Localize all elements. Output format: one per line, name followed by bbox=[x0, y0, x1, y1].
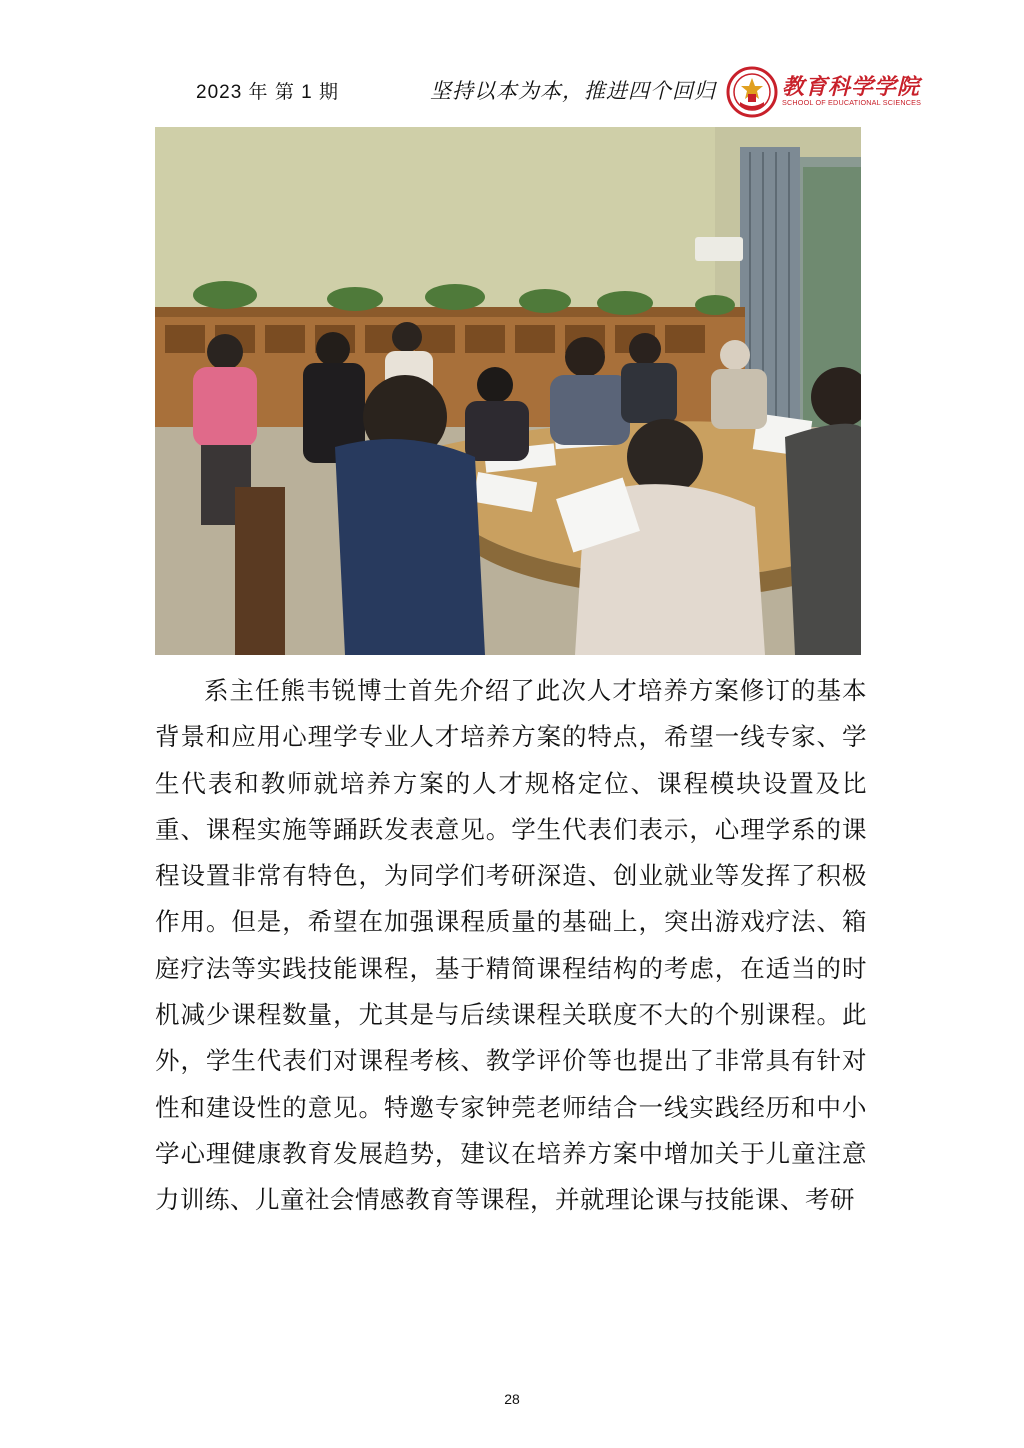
college-seal-icon bbox=[726, 66, 778, 118]
header-slogan: 坚持以本为本，推进四个回归 bbox=[430, 79, 716, 103]
issue-label: 2023 年 第 1 期 bbox=[196, 82, 339, 103]
page-number: 28 bbox=[504, 1391, 520, 1407]
college-name-english: SCHOOL OF EDUCATIONAL SCIENCES bbox=[782, 98, 922, 107]
meeting-photo bbox=[155, 127, 861, 655]
college-logo bbox=[726, 66, 922, 118]
college-name: 教育科学学院 bbox=[782, 74, 921, 100]
article-paragraph: 系主任熊韦锐博士首先介绍了此次人才培养方案修订的基本背景和应用心理学专业人才培养方案的特点，希望一线专家、学生代表和教师就培养方案的人才规格定位、课程模块设置及比重、课程实施等踊跃发表意见。学生代表们表示，心理学系的课程设置非常有特色，为同学们考研深造、创业就业等发挥了积极作用。但是，希望在加强课程质量的基础上，突出游戏疗法、箱庭疗法等实践技能课程，基于精简课程结构的考虑，在适当的时机减少课程数量，尤其是与后续课程关联度不大的个别课程。此外，学生代表们对课程考核、教学评价等也提出了非常具有针对性和建设性的意见。特邀专家钟莞老师结合一线实践经历和中小学心理健康教育发展趋势，建议在培养方案中增加关于儿童注意力训练、儿童社会情感教育等课程，并就理论课与技能课、考研 bbox=[155, 676, 867, 1215]
meeting-photo-illustration bbox=[155, 127, 861, 655]
page-header bbox=[0, 0, 1024, 126]
